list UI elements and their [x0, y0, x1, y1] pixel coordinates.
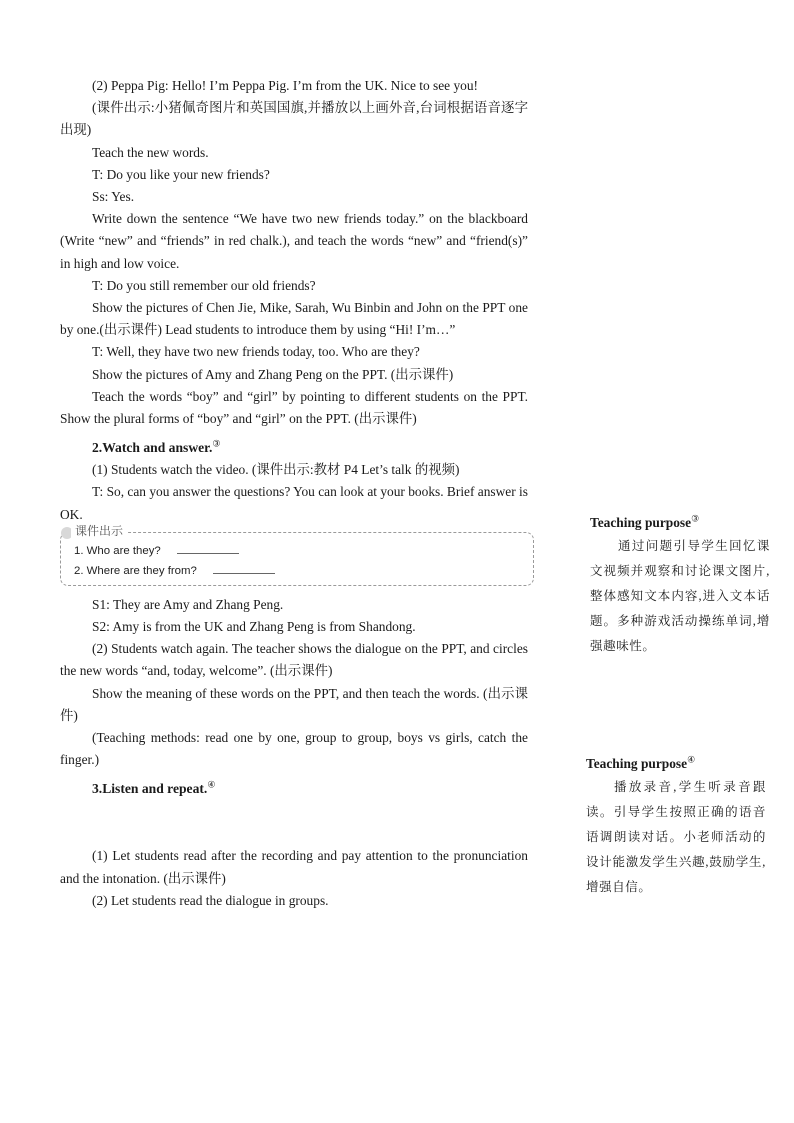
- watch-again: (2) Students watch again. The teacher shows the dialogue on the PPT, and circles the new words “and, today, welcome”. (出示课件): [60, 641, 528, 679]
- students-answer: Ss: Yes.: [92, 189, 135, 205]
- read-in-groups: (2) Let students read the dialogue in groups.: [92, 892, 329, 908]
- footnote-mark: ③: [212, 438, 221, 449]
- box-question-1: [74, 543, 239, 559]
- s2-answer: S2: Amy is from the UK and Zhang Peng is from Shandong.: [92, 619, 416, 635]
- footnote-mark: ④: [207, 779, 216, 790]
- courseware-box: [60, 523, 534, 586]
- show-meaning: Show the meaning of these words on the PPT, and then teach the words. (出示课件): [60, 685, 528, 723]
- note-title: [586, 753, 766, 775]
- question-text: 1. Who are they?: [74, 544, 161, 557]
- note-text: 播放录音,学生听录音跟读。引导学生按照正确的语音语调朗读对话。小老师活动的设计能激发学生兴趣,鼓励学生,增强自信。: [586, 780, 766, 894]
- section-title: 2.Watch and answer.: [92, 440, 213, 456]
- teacher-question-4: T: So, can you answer the questions? You can look at your books. Brief answer is OK.: [60, 484, 528, 522]
- write-sentence: Write down the sentence “We have two new friends today.” on the blackboard (Write “new” and “friends” in red chalk.), and teach the words “new” and “friend(s)” in high and low voice.: [60, 211, 528, 271]
- box-question-2: [74, 563, 275, 579]
- note-title-text: Teaching purpose: [590, 515, 692, 530]
- show-pictures: Show the pictures of Chen Jie, Mike, Sarah, Wu Binbin and John on the PPT one by one.(出示课件) Lead students to introduce them by using “Hi! I’m…”: [60, 300, 528, 338]
- section-listen-repeat: [60, 778, 528, 800]
- teaching-methods: (Teaching methods: read one by one, group to group, boys vs girls, catch the finger.): [60, 730, 528, 768]
- note-title-text: Teaching purpose: [586, 756, 688, 771]
- courseware-note: (课件出示:小猪佩奇图片和英国国旗,并播放以上画外音,台词根据语音逐字出现): [60, 100, 528, 138]
- note-text: 通过问题引导学生回忆课文视频并观察和讨论课文图片,整体感知文本内容,进入文本话题。多种游戏活动操练单词,增强趣味性。: [590, 539, 770, 653]
- show-amy-zhang: Show the pictures of Amy and Zhang Peng on the PPT. (出示课件): [92, 366, 454, 382]
- teach-boy-girl: Teach the words “boy” and “girl” by pointing to different students on the PPT. Show the plural forms of “boy” and “girl” on the PPT. (出示课件): [60, 388, 528, 427]
- peppa-line: (2) Peppa Pig: Hello! I’m Peppa Pig. I’m from the UK. Nice to see you!: [92, 78, 479, 93]
- answer-blank: [213, 563, 275, 574]
- watch-video: (1) Students watch the video. (课件出示:教材 P4 Let’s talk 的视频): [92, 462, 460, 478]
- answer-blank: [177, 543, 239, 554]
- footnote-mark: ④: [687, 754, 696, 765]
- footnote-mark: ③: [691, 513, 700, 524]
- teach-words: Teach the new words.: [92, 144, 209, 160]
- teacher-question: T: Do you like your new friends?: [92, 166, 270, 182]
- box-title: 课件出示: [71, 523, 127, 539]
- s1-answer: S1: They are Amy and Zhang Peng.: [92, 596, 284, 612]
- side-note-3: [590, 512, 770, 659]
- lesson-body: [60, 75, 528, 912]
- listen-recording: (1) Let students read after the recording and pay attention to the pronunciation and the intonation. (出示课件): [60, 848, 528, 886]
- section-title: 3.Listen and repeat.: [92, 781, 208, 797]
- question-text: 2. Where are they from?: [74, 564, 197, 577]
- section-watch-answer: [60, 437, 528, 459]
- note-title: [590, 512, 770, 534]
- side-note-4: [586, 753, 766, 900]
- teacher-question-2: T: Do you still remember our old friends?: [92, 277, 316, 293]
- teacher-question-3: T: Well, they have two new friends today, too. Who are they?: [92, 344, 420, 360]
